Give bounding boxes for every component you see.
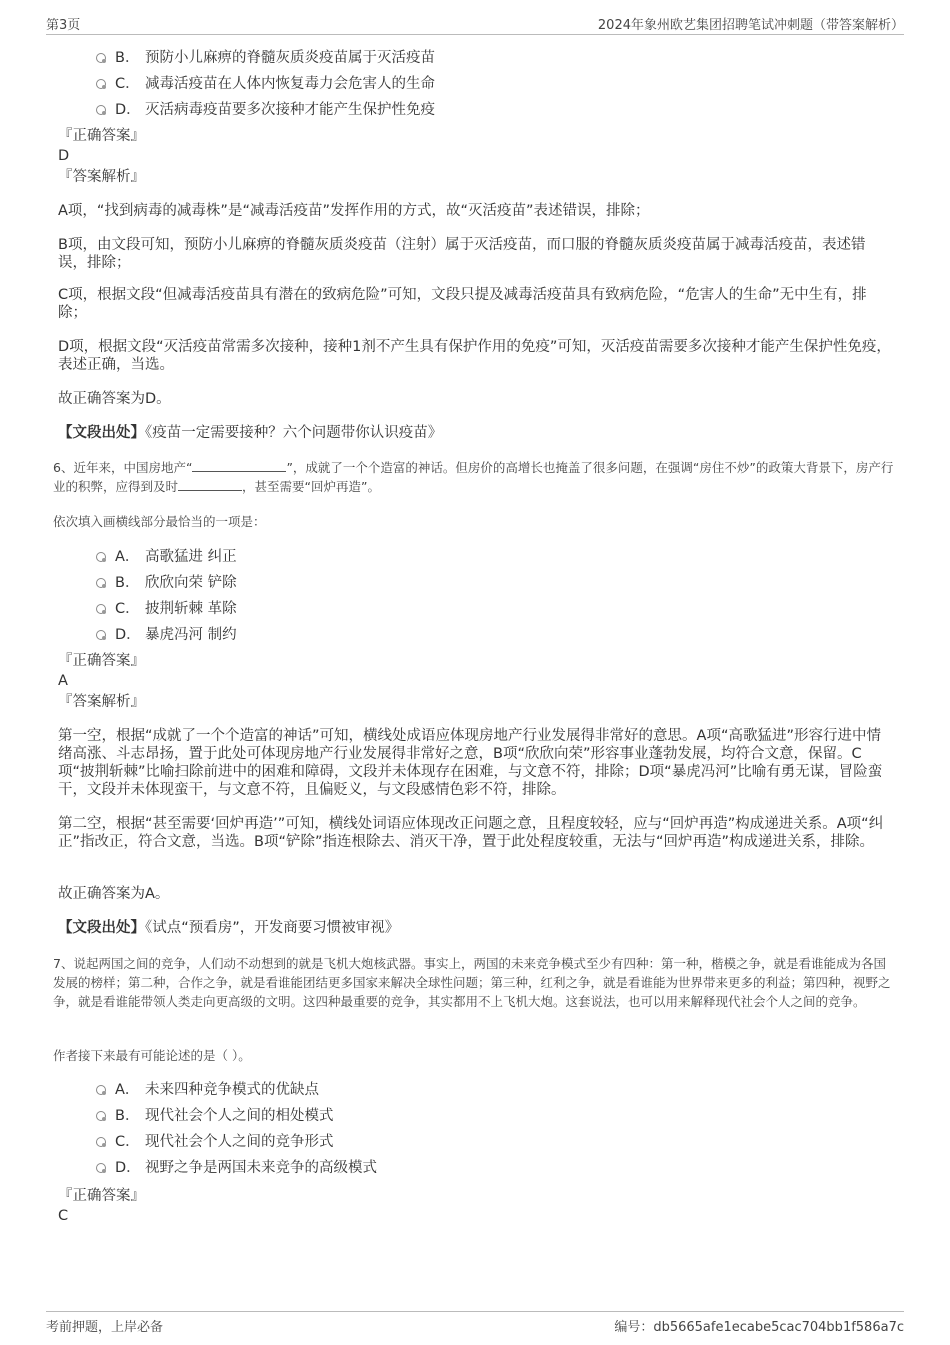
q5-option-b[interactable]: B． 预防小儿麻痹的脊髓灰质炎疫苗属于灭活疫苗 [96, 45, 435, 71]
fill-blank-1[interactable] [192, 459, 286, 472]
q6-option-a[interactable]: A． 高歌猛进 纠正 [96, 544, 237, 570]
radio-icon[interactable] [96, 1163, 106, 1173]
q6-answer: A [58, 673, 68, 689]
radio-icon[interactable] [96, 53, 106, 63]
q5-analysis-b: B项，由文段可知，预防小儿麻痹的脊髓灰质炎疫苗（注射）属于灭活疫苗，而口服的脊髓灰质炎疫苗属于减毒活疫苗，表述错误，排除； [58, 237, 866, 271]
q6-prompt: 依次填入画横线部分最恰当的一项是： [53, 514, 266, 529]
q6-analysis-1: 第一空，根据“成就了一个个造富的神话”可知，横线处成语应体现房地产行业发展得非常好的意思。A项“高歌猛进”形容行进中情绪高涨、斗志昂扬，置于此处可体现房地产行业发展得非常好之意，B项“欣欣向荣”形容事业蓬勃发展，均符合文意，保留。C项“披荆斩棘”比喻扫除前进中的困难和障碍，文段并未体现存在困难，与文意不符，排除；D项“暴虎冯河”比喻有勇无谋，冒险蛮干，文段并未体现蛮干，与文意不符，且偏贬义，与文段感情色彩不符，排除。 [58, 728, 883, 798]
q5-analysis-c: C项，根据文段“但减毒活疫苗具有潜在的致病危险”可知，文段只提及减毒活疫苗具有致病危险，“危害人的生命”无中生有，排除； [58, 287, 867, 321]
radio-icon[interactable] [96, 552, 106, 562]
q5-source: 【文段出处】《疫苗一定需要接种？六个问题带你认识疫苗》 [58, 425, 443, 441]
fill-blank-2[interactable] [178, 478, 242, 491]
q6-conclusion: 故正确答案为A。 [58, 886, 170, 902]
radio-icon[interactable] [96, 604, 106, 614]
q7-option-d[interactable]: D． 视野之争是两国未来竞争的高级模式 [96, 1155, 377, 1181]
q7-option-b[interactable]: B． 现代社会个人之间的相处模式 [96, 1103, 377, 1129]
document-id: 编号：db5665afe1ecabe5cac704bb1f586a7c [614, 1320, 904, 1335]
radio-icon[interactable] [96, 1111, 106, 1121]
q7-options [96, 1077, 377, 1181]
footer-slogan: 考前押题，上岸必备 [46, 1320, 164, 1335]
radio-icon[interactable] [96, 79, 106, 89]
q6-stem: 6、近年来，中国房地产“ ”，成就了一个个造富的神话。但房价的高增长也掩盖了很多问题，在强调“房住不炒”的政策大背景下，房产行业的积弊，应得到及时 ，甚至需要“回炉再造”。 [53, 460, 894, 494]
q5-analysis-label: 『答案解析』 [58, 169, 145, 185]
q6-options [96, 544, 237, 648]
q5-analysis-a: A项，“找到病毒的减毒株”是“减毒活疫苗”发挥作用的方式，故“灭活疫苗”表述错误，排除； [58, 203, 650, 219]
radio-icon[interactable] [96, 1137, 106, 1147]
q7-option-a[interactable]: A． 未来四种竞争模式的优缺点 [96, 1077, 377, 1103]
q7-answer: C [58, 1208, 69, 1224]
q6-source: 【文段出处】《试点“预看房”，开发商要习惯被审视》 [58, 920, 400, 936]
radio-icon[interactable] [96, 630, 106, 640]
q6-option-b[interactable]: B． 欣欣向荣 铲除 [96, 570, 237, 596]
q7-option-c[interactable]: C． 现代社会个人之间的竞争形式 [96, 1129, 377, 1155]
q6-analysis-label: 『答案解析』 [58, 694, 145, 710]
q6-analysis-2: 第二空，根据“甚至需要‘回炉再造’”可知，横线处词语应体现改正问题之意，且程度较轻，应与“回炉再造”构成递进关系。A项“纠正”指改正，符合文意，当选。B项“铲除”指连根除去、消灭干净，置于此处程度较重，无法与“回炉再造”构成递进关系，排除。 [58, 816, 884, 850]
radio-icon[interactable] [96, 578, 106, 588]
q5-answer: D [58, 148, 70, 164]
q7-answer-label: 『正确答案』 [58, 1188, 145, 1204]
q5-options [96, 45, 435, 123]
page-number: 第3页 [46, 18, 81, 33]
q5-option-d[interactable]: D． 灭活病毒疫苗要多次接种才能产生保护性免疫 [96, 97, 435, 123]
q5-option-c[interactable]: C． 减毒活疫苗在人体内恢复毒力会危害人的生命 [96, 71, 435, 97]
q5-answer-label: 『正确答案』 [58, 128, 145, 144]
q7-prompt: 作者接下来最有可能论述的是（ ）。 [53, 1048, 251, 1063]
q6-option-c[interactable]: C． 披荆斩棘 革除 [96, 596, 237, 622]
q5-conclusion: 故正确答案为D。 [58, 391, 171, 407]
q5-analysis-d: D项，根据文段“灭活疫苗常需多次接种，接种1剂不产生具有保护作用的免疫”可知，灭活疫苗需要多次接种才能产生保护性免疫，表述正确，当选。 [58, 339, 891, 373]
document-title: 2024年象州欧艺集团招聘笔试冲刺题（带答案解析） [597, 18, 904, 33]
q6-option-d[interactable]: D． 暴虎冯河 制约 [96, 622, 237, 648]
page-footer [46, 1311, 904, 1334]
radio-icon[interactable] [96, 1085, 106, 1095]
q7-stem: 7、说起两国之间的竞争，人们动不动想到的就是飞机大炮核武器。事实上，两国的未来竞争模式至少有四种：第一种，楷模之争，就是看谁能成为各国发展的榜样；第二种，合作之争，就是看谁能团结更多国家来解决全球性问题；第三种，红利之争，就是看谁能为世界带来更多的利益；第四种，视野之争，就是看谁能带领人类走向更高级的文明。这四种最重要的竞争，其实都用不上飞机大炮。这套说法，也可以用来解释现代社会个人之间的竞争。 [53, 956, 891, 1009]
page-header [46, 14, 904, 35]
radio-icon[interactable] [96, 105, 106, 115]
q6-answer-label: 『正确答案』 [58, 653, 145, 669]
